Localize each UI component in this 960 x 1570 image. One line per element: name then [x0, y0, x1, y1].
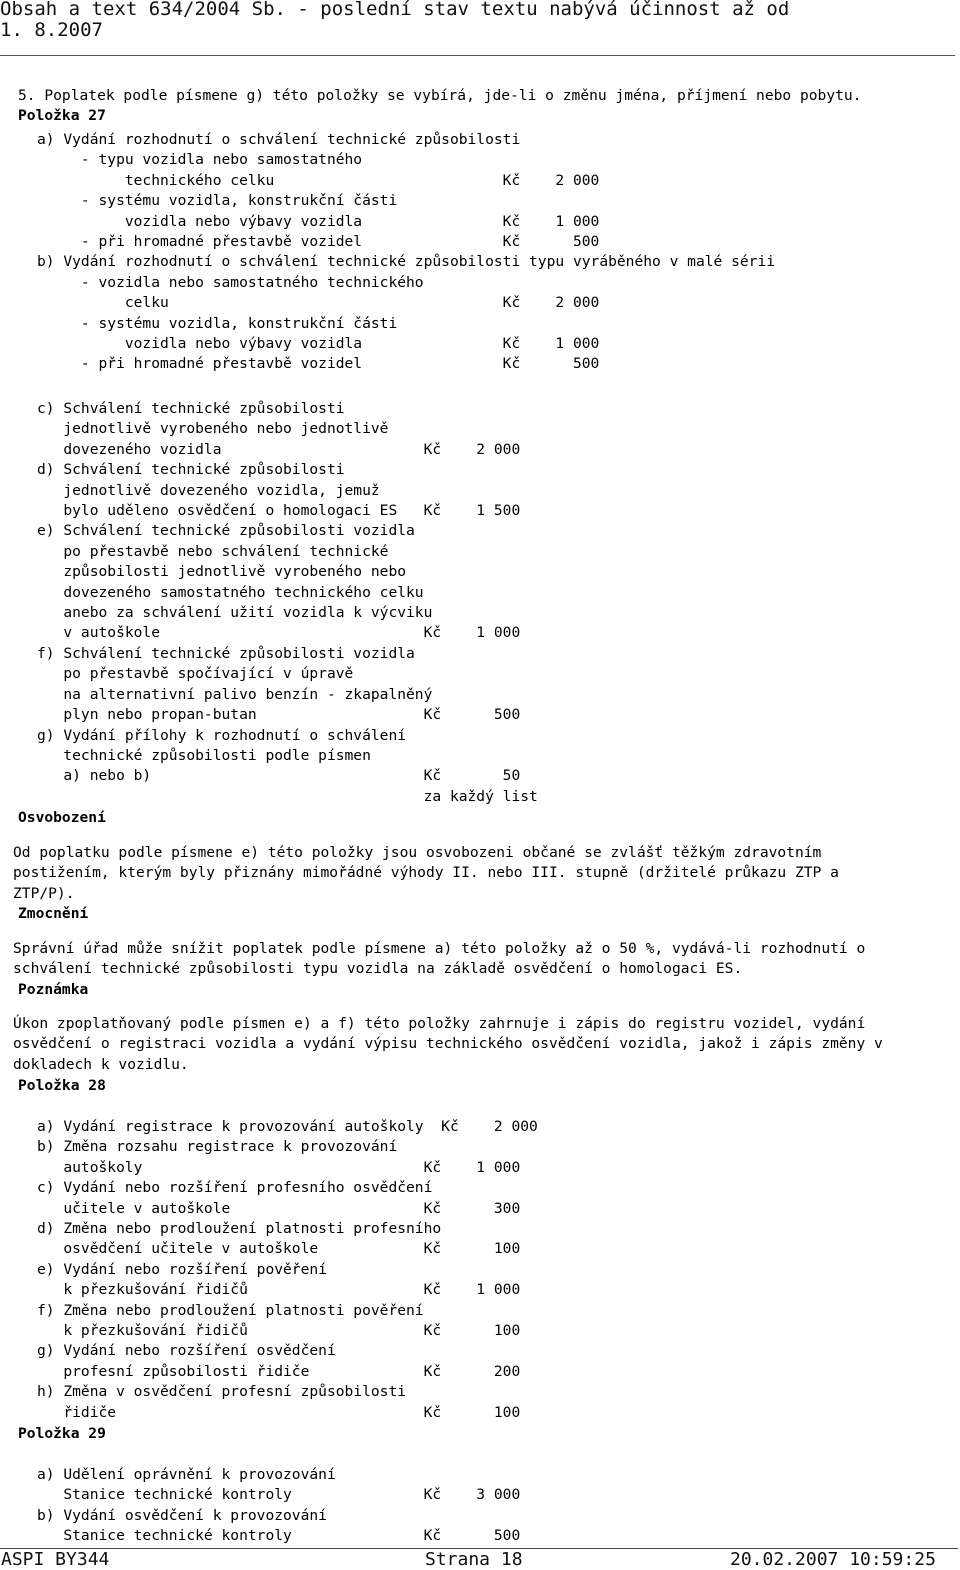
heading-polozka-28: Položka 28 [18, 1077, 106, 1094]
footer-page-number: Strana 18 [425, 1549, 523, 1570]
exemption-text: Od poplatku podle písmene e) této položky jsou osvobozeni občané se zvlášť těžkým zdravotním postižením, kterým byly přiznány mimořádné výhody II. nebo III. stupně (držitelé průkazu ZTP a ZTP/P). [13, 844, 839, 902]
polozka-28-items: a) Vydání registrace k provozování autoškoly Kč 2 000 b) Změna rozsahu registrace k provozování autoškoly Kč 1 000 c) Vydání nebo rozšíření profesního osvědčení učitele v autoškole Kč 300 d) Změna nebo prodloužení platnosti profesního osvědčení učitele v autoškole Kč 100 e) Vydání nebo rozšíření pověření k přezkušování řidičů Kč 1 000 f) Změna nebo prodloužení platnosti pověření k přezkušování řidičů Kč 100 g) Vydání nebo rozšíření osvědčení profesní způsobilosti řidiče Kč 200 h) Změna v osvědčení profesní způsobilosti řidiče Kč 100 [37, 1118, 538, 1421]
heading-osvobozeni: Osvobození [18, 809, 106, 826]
page-footer [0, 1548, 960, 1570]
note-text: Úkon zpoplatňovaný podle písmen e) a f) této položky zahrnuje i zápis do registru vozidel, vydání osvědčení o registraci vozidla a vydání výpisu technického osvědčení vozidla, jakož i zápis změny v dokladech k vozidlu. [13, 1015, 883, 1073]
heading-polozka-27: Položka 27 [18, 107, 106, 124]
polozka-27-items-c-g: c) Schválení technické způsobilosti jednotlivě vyrobeného nebo jednotlivě dovezeného vozidla Kč 2 000 d) Schválení technické způsobilosti jednotlivě dovezeného vozidla, jemuž bylo uděleno osvědčení o homologaci ES Kč 1 500 e) Schválení technické způsobilosti vozidla po přestavbě nebo schválení technické způsobilosti jednotlivě vyrobeného nebo dovezeného samostatného technického celku anebo za schválení užití vozidla k výcviku v autoškole Kč 1 000 f) Schválení technické způsobilosti vozidla po přestavbě spočívající v úpravě na alternativní palivo benzín - zkapalněný plyn nebo propan-butan Kč 500 g) Vydání přílohy k rozhodnutí o schválení technické způsobilosti podle písmen a) nebo b) Kč 50 za každý list [37, 400, 538, 805]
paragraph-fee-note-5: 5. Poplatek podle písmene g) této položky se vybírá, jde-li o změnu jména, příjmení nebo pobytu. [18, 87, 862, 104]
footer-timestamp: 20.02.2007 10:59:25 [730, 1549, 936, 1570]
heading-polozka-29: Položka 29 [18, 1425, 106, 1442]
polozka-27-items-a-b: a) Vydání rozhodnutí o schválení technické způsobilosti - typu vozidla nebo samostatného technického celku Kč 2 000 - systému vozidla, konstrukční části vozidla nebo výbavy vozidla Kč 1 000 - při hromadné přestavbě vozidel Kč 500 b) Vydání rozhodnutí o schválení technické způsobilosti typu vyráběného v malé sérii - vozidla nebo samostatného technického celku Kč 2 000 - systému vozidla, konstrukční části vozidla nebo výbavy vozidla Kč 1 000 - při hromadné přestavbě vozidel Kč 500 [37, 131, 776, 373]
header-title: Obsah a text 634/2004 Sb. - poslední stav textu nabývá účinnost až od [0, 0, 790, 20]
heading-poznamka: Poznámka [18, 981, 89, 998]
footer-source: ASPI BY344 [1, 1549, 110, 1570]
header-date: 1. 8.2007 [0, 19, 103, 41]
authorization-text: Správní úřad může snížit poplatek podle písmene a) této položky až o 50 %, vydává-li rozhodnutí o schválení technické způsobilosti typu vozidla na základě osvědčení o homologaci ES. [13, 940, 866, 978]
header-divider [0, 55, 955, 56]
heading-zmocneni: Zmocnění [18, 905, 89, 922]
polozka-29-items: a) Udělení oprávnění k provozování Stanice technické kontroly Kč 3 000 b) Vydání osvědčení k provozování Stanice technické kontroly Kč 500 [37, 1466, 521, 1545]
